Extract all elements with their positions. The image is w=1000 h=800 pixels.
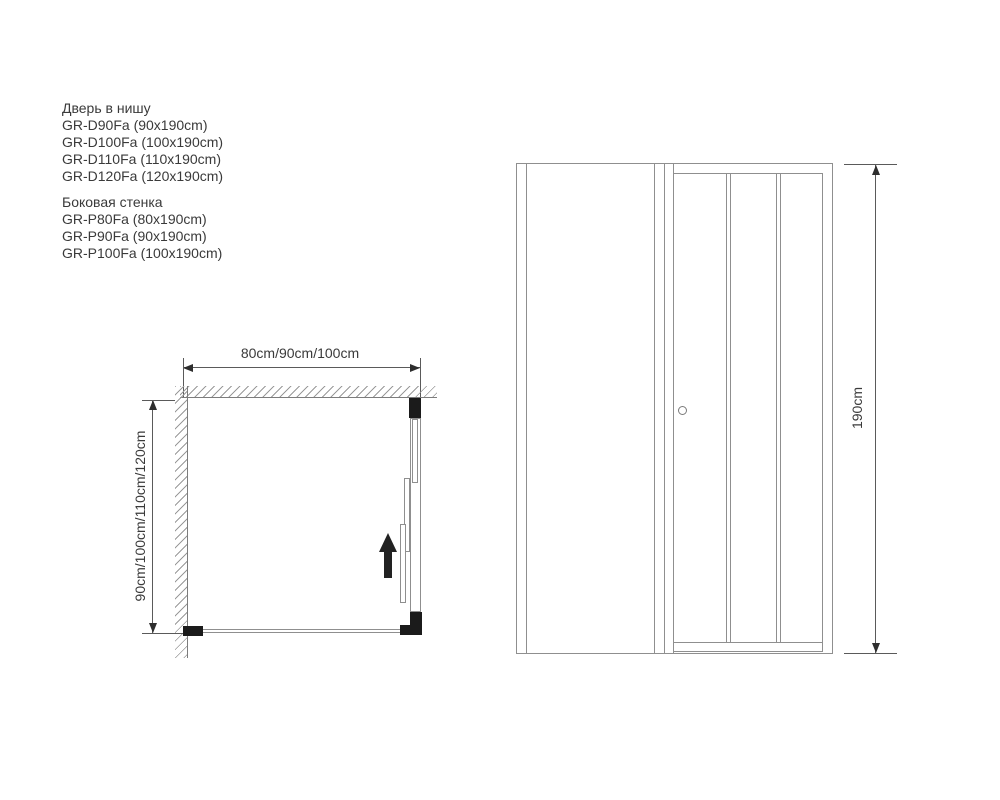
dimension-arrow-down-icon [149, 623, 157, 633]
dimension-arrow-left-icon [183, 364, 193, 372]
wall-profile-left-plan [183, 626, 203, 636]
extension-line [844, 164, 897, 165]
plan-depth-dimension-label: 90cm/100cm/110cm/120cm [132, 430, 148, 602]
side-panel-right-stile [654, 163, 655, 654]
product-item: GR-D120Fa (120x190cm) [62, 168, 224, 184]
product-item: GR-P100Fa (100x190cm) [62, 245, 223, 261]
plan-depth-dimension-line [152, 400, 153, 633]
door-panel-divider-2 [776, 173, 777, 642]
plan-width-dimension-label: 80cm/90cm/100cm [240, 345, 360, 361]
door-panel-divider-1 [730, 173, 731, 642]
front-height-dimension-label: 190cm [849, 386, 865, 430]
left-wall-hatch [175, 386, 188, 658]
front-height-dimension-line [875, 165, 876, 653]
door-panel-3-plan [400, 524, 406, 603]
dimension-arrow-up-icon [872, 165, 880, 175]
door-panel-divider-1 [726, 173, 727, 642]
slide-direction-arrow-shaft [384, 551, 392, 578]
top-wall-hatch [180, 386, 437, 398]
door-top-rail [673, 173, 822, 174]
product-item: GR-D110Fa (110x190cm) [62, 151, 221, 167]
front-outer-frame [516, 163, 833, 654]
door-panel-1-plan [412, 419, 418, 483]
door-handle-knob [678, 406, 687, 415]
product-item: GR-P90Fa (90x190cm) [62, 228, 207, 244]
extension-line [844, 653, 897, 654]
product-group-title-side-wall: Боковая стенка [62, 194, 163, 210]
plan-width-dimension-line [183, 367, 420, 368]
product-item: GR-D100Fa (100x190cm) [62, 134, 224, 150]
product-list [62, 100, 223, 262]
side-panel-left-stile [526, 163, 527, 654]
corner-profile-plan [400, 625, 412, 635]
extension-line [142, 633, 183, 634]
product-group-title-door: Дверь в нишу [62, 100, 151, 116]
wall-profile-top-plan [409, 398, 421, 418]
product-item: GR-D90Fa (90x190cm) [62, 117, 208, 133]
door-right-stile [822, 173, 823, 652]
extension-line [142, 400, 175, 401]
door-panel-divider-2 [780, 173, 781, 642]
door-bottom-rail [673, 642, 822, 643]
dimension-arrow-up-icon [149, 400, 157, 410]
junction-profile-line [664, 163, 665, 654]
dimension-arrow-down-icon [872, 643, 880, 653]
slide-direction-arrow-icon [379, 533, 397, 552]
side-panel-glass-plan [203, 629, 404, 633]
door-left-stile [673, 163, 674, 654]
product-item: GR-P80Fa (80x190cm) [62, 211, 207, 227]
dimension-arrow-right-icon [410, 364, 420, 372]
door-bottom-rail-inner [673, 651, 822, 652]
